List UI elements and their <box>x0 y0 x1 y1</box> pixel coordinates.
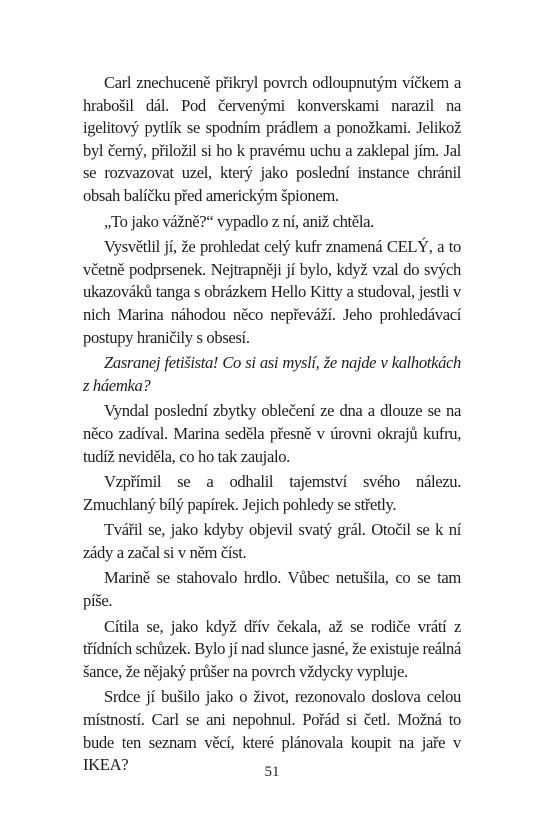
paragraph: Vzpřímil se a odhalil tajemství svého nálezu. Zmuchlaný bílý papírek. Jejich pohledy se střetly. <box>83 472 461 514</box>
paragraph: Srdce jí bušilo jako o život, rezonovalo doslova celou místností. Carl se ani nepohnul. Pořád si četl. Možná to bude ten seznam věcí, které plánovala koupit na jaře v IKEA? <box>83 687 461 775</box>
page-number: 51 <box>264 764 280 780</box>
paragraph: Tvářil se, jako kdyby objevil svatý grál. Otočil se k ní zády a začal si v něm číst. <box>83 520 461 562</box>
paragraph: Vysvětlil jí, že prohledat celý kufr znamená CELÝ, a to včetně podprsenek. Nejtrapněji jí bylo, když vzal do svých ukazováků tanga s obrázkem Hello Kitty a studoval, jestli v nich Marina náhodou něco nepřeváží. Jeho prohledávací postupy hraničily s obsesí. <box>83 237 461 347</box>
paragraph: „To jako vážně?“ vypadlo z ní, aniž chtěla. <box>104 211 374 231</box>
paragraph: Cítila se, jako když dřív čekala, až se rodiče vrátí z třídních schůzek. Bylo jí nad slunce jasné, že existuje reálná šance, že nějaký průšer na povrch vždycky vypluje. <box>83 616 461 681</box>
paragraph-italic-thought: Zasranej fetišista! Co si asi myslí, že najde v kalhotkách z háemka? <box>83 353 461 395</box>
paragraph: Marině se stahovalo hrdlo. Vůbec netušila, co se tam píše. <box>83 568 461 611</box>
body-text <box>83 72 461 780</box>
paragraph: Carl znechuceně přikryl povrch odloupnutým víčkem a hrabošil dál. Pod červenými konverskami narazil na igelitový pytlík se spodním prádlem a ponožkami. Jelikož byl černý, přiložil si ho k pravému uchu a zaklepal jím. Jal se rozvazovat uzel, který jako poslední instance chránil obsah balíčku před americkým špionem. <box>83 73 461 205</box>
paragraph: Vyndal poslední zbytky oblečení ze dna a dlouze se na něco zadíval. Marina seděla přesně v úrovni okrajů kufru, tudíž neviděla, co ho tak zaujalo. <box>83 401 461 466</box>
